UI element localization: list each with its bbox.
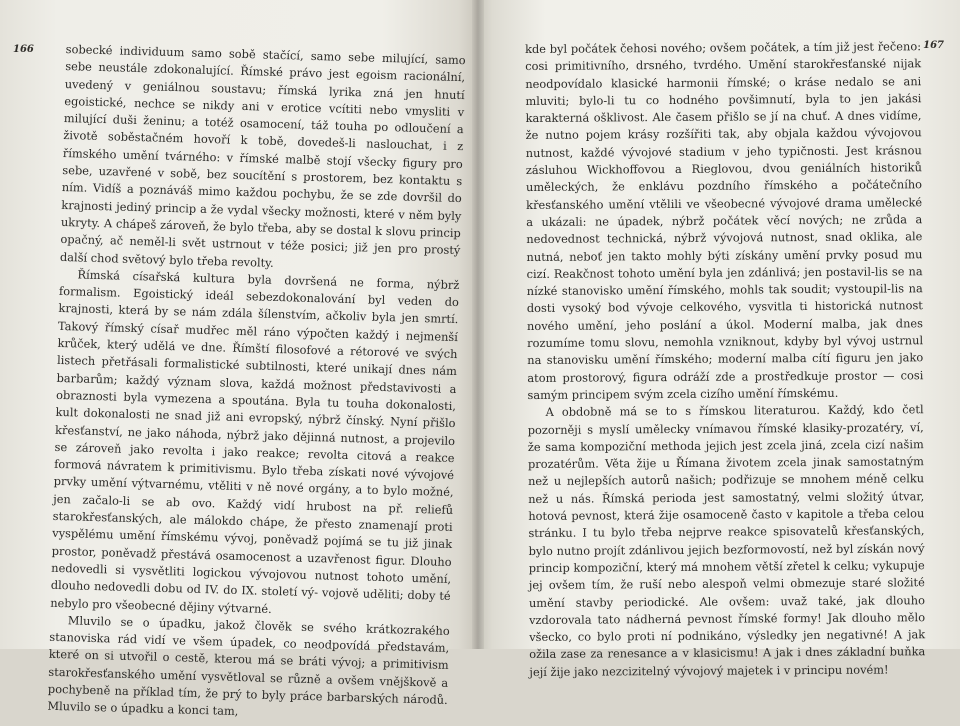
paragraph: kde byl počátek čehosi nového; ovšem počátek, a tím již jest řečeno: cosi primitivního, drsného, tvrdého. Umění starokřesťanské nijak neodpovídalo klasické harmonii římské; o kráse nedalo se ani mluviti; bylo-li tu co hodného povšimnutí, byla to jen jakási karakterná ošklivost. Ale časem přišlo se jí na chuť. A dnes vidíme, že nutno pojem krásy rozšířiti tak, aby objala každou vývojovou nutnost, každé vývojové stadium v jeho typičnosti. Jest krásnou zásluhou Wickhoffovou a Rieglovou, dvou geniálních historiků uměleckých, že enklávu pozdního římského a počátečního křesťanského umění vtělili ve všeobecné vývojové drama umělecké a ukázali: ne úpadek, nýbrž počátek věcí nových; ne zrůda a nedovednost technická, nýbrž vývojová nutnost, snad oklika, ale nutná, neboť jen takto mohly býti získány umění prvky posud mu cizí. Reakčnost tohoto umění byla jen zdánlivá; jen postavil-lis se na nízké stanovisko umění římského, mohls tak soudit; vystoupil-lis na dosti vysoký bod vývoje celkového, vysvitla ti historická nutnost nového umění, jeho poslání a úkol. Moderní malba, jak dnes rozumíme tomu slovu, nemohla vzniknout, kdyby byl vývoj ustrnul na stanovisku umění římského; moderní malba cítí figuru jen jako atom prostorový, figura odráží zde a prostředkuje prostor — cosi samým principem svým zcela cizího umění římskému. bbox=[525, 39, 924, 402]
left-page-text bbox=[47, 41, 466, 726]
paragraph: sobecké individuum samo sobě stačící, samo sebe milující, samo sebe neustále zdokonalující. Římské právo jest egoism racionální, uvedený v geniálnou soustavu; římská lyrika zná jen hnutí egoistické, nechce se nikdy ani v erotice vcítiti nebo vmysliti v milující duši ženinu; a totéž osamocení, táž touha po odloučení a životě soběstačném hovoří k tobě, dovedeš-li naslouchat, i z římského umění tvárného: v římské malbě stojí všecky figury pro sebe, uzavřené v sobě, bez soucítění s prostorem, bez kontaktu s ním. Vidíš a poznáváš mimo každou pochybu, že se zde dovršil do krajnosti jediný princip a že vydal všecky možnosti, které v něm byly ukryty. A chápeš zároveň, že bylo třeba, aby se dostal k slovu princip opačný, ač neměl-li svět ustrnout v téže posici; již jen pro prostý další chod světový bylo třeba revolty. bbox=[59, 41, 466, 270]
right-page-text bbox=[525, 38, 925, 681]
page-number: 167 bbox=[923, 40, 944, 51]
paragraph: Římská císařská kultura byla dovršená ne forma, nýbrž formalism. Egoistický ideál sebezdokonalování byl veden do krajnosti, která by se nám zdála šílenstvím, ačkoliv byla jen smrtí. Takový římský císař mudřec měl ráno výpočten každý i nejmenší krůček, který udělá ve dne. Římští filosofové a rétorové ve svých listech přetřásali formalistické subtilnosti, které unikají dnes nám barbarům; každý význam slova, každá možnost představivosti a obraznosti byla vymezena a spoutána. Byla tu touha dokonalosti, kult dokonalosti ne snad již ani evropský, nýbrž čínský. Nyní přišlo křesťanství, ne jako náhoda, nýbrž jako dějinná nutnost, a projevilo se zároveň jako revolta i jako reakce; revolta citová a reakce formová návratem k primitivismu. Bylo třeba získati nové vývojové prvky umění výtvarnému, vtěliti v ně nové orgány, a to bylo možné, jen začalo-li se ab ovo. Každý vidí hrubost na př. reliefů starokřesťanských, ale málokdo chápe, že přesto znamenají proti vyspělému umění římskému vývoj, poněvadž pojímá se tu již jinak prostor, poněvadž přestává osamocenost a uzavřenost figur. Dlouho nedovedli si vysvětliti logickou vývojovou nutnost tohoto umění, dlouho nedovedli dobu od IV. do IX. století vý- vojově uděliti; doby té nebylo pro všeobecné dějiny výtvarné. bbox=[50, 267, 460, 616]
paragraph: A obdobně má se to s římskou literaturou. Každý, kdo četl pozorněji s myslí umělecky vnímavou římské klasiky-prozatéry, ví, že sama kompoziční methoda jejich jest zcela jiná, zcela cizí našim prozatérům. Věta žije u Římana životem zcela jinak samostatným než u nejlepších autorů našich; podřizuje se mnohem méně celku než u nás. Římská perioda jest samostatný, velmi složitý útvar, hotová pevnost, která žije osamoceně často v kapitole a třeba celou stránku. I tu bylo třeba nejprve reakce spisovatelů křesťanských, bylo nutno projít zdánlivou jejich bezformovostí, než byl získán nový princip kompoziční, který má mnohem větší zřetel k celku; vykupuje jej ovšem tím, že ruší nebo alespoň velmi obmezuje staré složité umění stavby periodické. Ale ovšem: uvaž také, jak dlouho vzdorovala tato nádherná pevnost římské formy! Jak dlouho mělo všecko, co bylo proti ní podnikáno, výsledky jen negativné! A jak ožila zase za renesance a v klasicismu! A jak i dnes základní buňka její žije jako nezcizitelný vývojový majetek i v principu novém! bbox=[527, 402, 926, 679]
left-page bbox=[0, 0, 478, 719]
book-gutter bbox=[472, 0, 484, 649]
paragraph: Mluvilo se o úpadku, jakož člověk se svého krátkozrakého stanoviska rád vidí ve všem úpadek, co neodpovídá představám, které on si utvořil o cestě, kterou má se bráti vývoj; a primitivism starokřesťanského umění vysvětloval se různě a ovšem vnějškově a pochybeně na příklad tím, že prý to byly práce barbarských národů. Mluvilo se o úpadku a konci tam, bbox=[47, 613, 450, 719]
page-number: 166 bbox=[13, 44, 34, 55]
right-page bbox=[478, 0, 960, 679]
